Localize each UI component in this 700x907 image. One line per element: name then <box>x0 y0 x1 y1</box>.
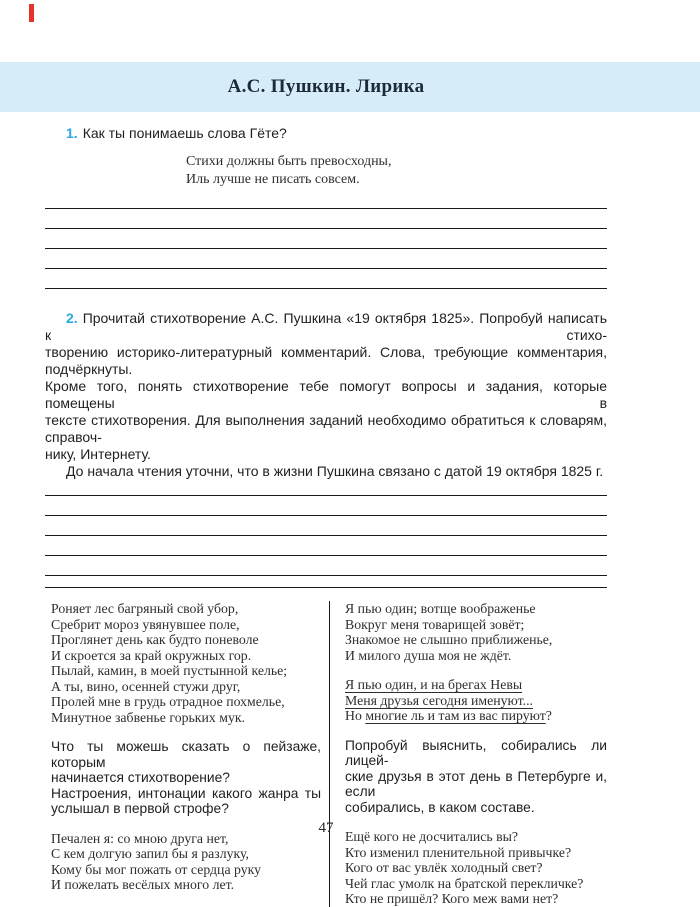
exercise-2-line: творению историко-литературный комментарий. Слова, требующие комментария, подчёркнуты. <box>45 344 607 377</box>
verse-line: Кому бы мог пожать от сердца руку <box>51 861 262 877</box>
writing-line <box>45 189 607 209</box>
writing-line <box>45 229 607 249</box>
exercise-2-line: Кроме того, понять стихотворение тебе помогут вопросы и задания, которые помещены в <box>45 378 607 411</box>
plain-text: ? <box>545 708 552 723</box>
exercise-2-number: 2. <box>66 310 78 326</box>
verse-line: Минутное забвенье горьких мук. <box>51 709 246 725</box>
writing-line <box>45 536 607 556</box>
answer-lines-block-1 <box>45 189 607 289</box>
task-question <box>51 739 321 817</box>
writing-line <box>45 269 607 289</box>
verse-line: И пожелать весёлых много лет. <box>51 877 235 892</box>
exercise-2-line: 2. Прочитай стихотворение А.С. Пушкина «19 октября 1825». Попробуй написать к стихо- <box>45 310 607 343</box>
exercise-1-text: Как ты понимаешь слова Гёте? <box>82 125 287 141</box>
exercise-2-line: нику, Интернету. <box>45 446 151 462</box>
verse-line: Кого от вас увлёк холодный свет? <box>345 860 543 875</box>
page-content <box>45 112 607 907</box>
question-line: услышал в первой строфе? <box>51 801 229 816</box>
verse-line: Я пью один; вотще воображенье <box>345 601 536 616</box>
exercise-2-line: До начала чтения уточни, что в жизни Пушкина связано с датой 19 октября 1825 г. <box>66 463 604 479</box>
plain-text: Но <box>345 708 366 723</box>
answer-lines-block-2 <box>45 476 607 576</box>
exercise-1 <box>45 124 607 142</box>
verse-line: Ещё кого не досчитались вы? <box>345 829 519 844</box>
question-line: Попробуй выяснить, собирались ли лицей- <box>345 737 607 768</box>
exercise-2 <box>45 310 607 480</box>
poem-two-columns <box>45 588 607 907</box>
task-question <box>345 738 607 816</box>
underlined-text: многие ль и там из вас пируют <box>365 708 546 723</box>
writing-line <box>45 516 607 536</box>
verse-line: Сребрит мороз увянувшее поле, <box>51 616 240 632</box>
verse-line: И милого душа моя не ждёт. <box>345 647 512 663</box>
question-line: начинается стихотворение? <box>51 770 230 785</box>
chapter-header-inner <box>45 62 607 112</box>
verse-line: Пролей мне в грудь отрадное похмелье, <box>51 694 285 709</box>
exercise-2-line: тексте стихотворения. Для выполнения заданий необходимо обратиться к словарям, справоч- <box>45 412 607 445</box>
verse-line: Кто изменил пленительной привычке? <box>345 844 572 860</box>
red-corner-mark <box>29 4 34 22</box>
verse-line <box>345 708 607 724</box>
writing-line <box>45 249 607 269</box>
poem-stanza <box>345 829 607 907</box>
verse-line: Кто не пришёл? Кого меж вами нет? <box>345 891 559 906</box>
question-line: Что ты можешь сказать о пейзаже, которым <box>51 739 321 770</box>
verse-line <box>345 693 607 709</box>
writing-line <box>45 209 607 229</box>
poem-stanza <box>345 677 607 724</box>
poem-left-column <box>45 588 329 907</box>
underlined-text: Я пью один, и на брегах Невы <box>345 677 523 692</box>
page-number: 47 <box>318 820 334 836</box>
underlined-text: Меня друзья сегодня именуют... <box>345 692 533 708</box>
writing-line <box>45 556 607 576</box>
poem-stanza <box>345 601 607 663</box>
quote-line: Стихи должны быть превосходны, <box>186 154 392 169</box>
question-line: ские друзья в этот день в Петербурге и, если <box>345 768 607 799</box>
verse-line: Роняет лес багряный свой убор, <box>51 601 239 616</box>
question-line: Настроения, интонации какого жанра ты <box>51 785 321 801</box>
poem-stanza <box>51 831 321 893</box>
verse-line <box>345 677 607 693</box>
verse-line: И скроется за край окружных гор. <box>51 647 252 663</box>
question-line: собирались, в каком составе. <box>345 799 535 815</box>
writing-line <box>45 496 607 516</box>
verse-line: Вокруг меня товарищей зовёт; <box>345 616 525 632</box>
verse-line: Пылай, камин, в моей пустынной келье; <box>51 663 288 678</box>
chapter-header-band <box>0 62 700 112</box>
poem-stanza <box>51 601 321 725</box>
page-title: А.С. Пушкин. Лирика <box>227 76 425 97</box>
goethe-quote <box>186 153 607 189</box>
verse-line: Проглянет день как будто поневоле <box>51 632 259 647</box>
verse-line: Чей глас умолк на братской перекличке? <box>345 875 584 891</box>
verse-line: А ты, вино, осенней стужи друг, <box>51 678 241 694</box>
poem-right-column <box>330 588 607 907</box>
verse-line: Знакомое не слышно приближенье, <box>345 632 553 647</box>
verse-line: С кем долгую запил бы я разлуку, <box>51 846 250 861</box>
quote-line: Иль лучше не писать совсем. <box>186 172 360 187</box>
exercise-1-number: 1. <box>66 125 78 141</box>
verse-line: Печален я: со мною друга нет, <box>51 830 229 846</box>
